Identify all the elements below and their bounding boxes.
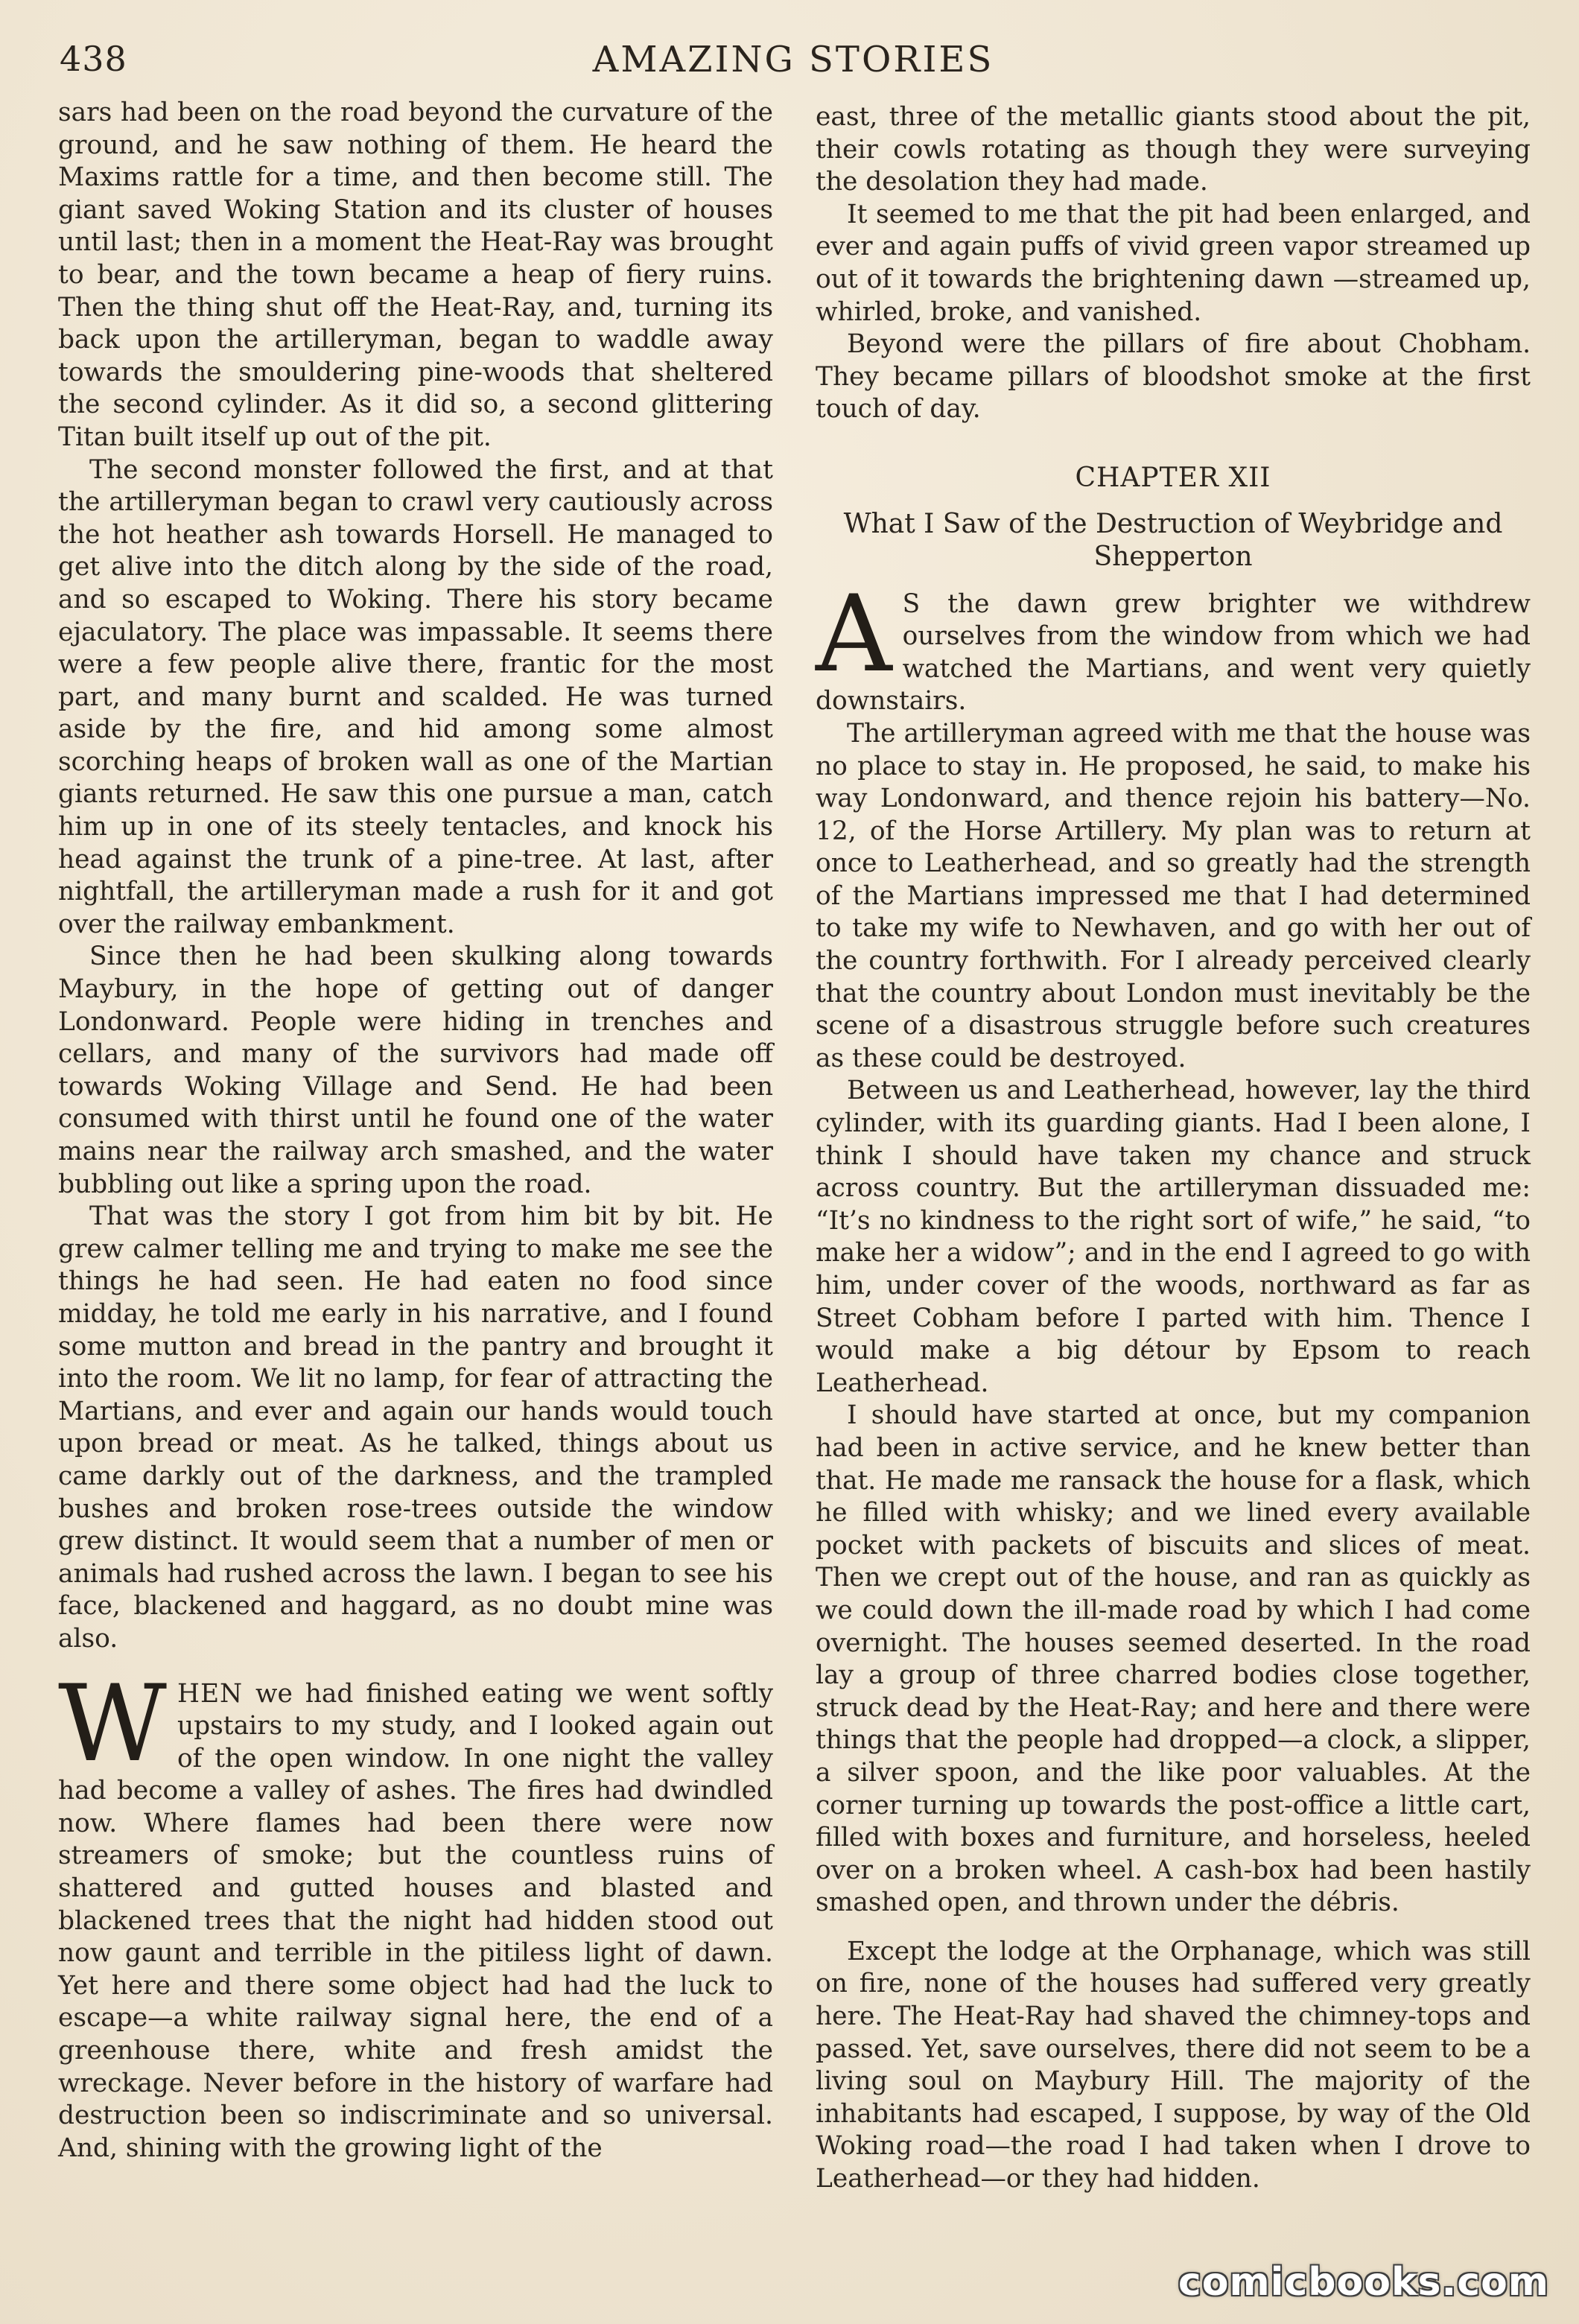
paragraph: sars had been on the road beyond the curvature of the ground, and he saw nothing of them. He heard the Maxims rattle for a time, and then become still. The giant saved Woking Station and its cluster of houses until last; then in a moment the Heat-Ray was brought to bear, and the town became a heap of fiery ruins. Then the thing shut off the Heat-Ray, and, turning its back upon the artilleryman, began to waddle away towards the smouldering pine-woods that sheltered the second cylinder. As it did so, a second glittering Titan built itself up out of the pit.	[58, 98, 773, 452]
paragraph: Between us and Leatherhead, however, lay the third cylinder, with its guarding giants. Had I been alone, I think I should have taken my chance and struck across country. But the artilleryman dissuaded me: “It’s no kindness to the right sort of wife,” he said, “to make her a widow”; and in the end I agreed to go with him, under cover of the woods, northward as far as Street Cobham before I parted with him. Thence I would make a big détour by Epsom to reach Leatherhead.	[816, 1076, 1531, 1398]
left-column	[58, 97, 773, 2165]
paragraph: Beyond were the pillars of fire about Chobham. They became pillars of bloodshot smoke at the first touch of day.	[816, 329, 1531, 425]
drop-cap: A	[816, 572, 892, 696]
dropcap-paragraph	[816, 572, 1531, 718]
chapter-number: CHAPTER XII	[1075, 462, 1271, 493]
paragraph-text: S the dawn grew brighter we withdrew ourselves from the window from which we had watched the Martians, and went very quietly downstairs.	[816, 588, 1531, 717]
drop-cap-lead: HEN	[177, 1678, 244, 1709]
paragraph: It seemed to me that the pit had been enlarged, and ever and again puffs of vivid green vapor streamed up out of it towards the brightening dawn —streamed up, whirled, broke, and vanished.	[816, 199, 1531, 327]
paragraph: I should have started at once, but my companion had been in active service, and he knew better than that. He made me ransack the house for a flask, which he filled with whisky; and we lined every available pocket with packets of biscuits and slices of meat. Then we crept out of the house, and ran as quickly as we could down the ill-made road by which I had come overnight. The houses seemed deserted. In the road lay a group of three charred bodies close together, struck dead by the Heat-Ray; and here and there were things that the people had dropped—a clock, a slipper, a silver spoon, and the like poor valuables. At the corner turning up towards the post-office a little cart, filled with boxes and furniture, and horseless, heeled over on a broken wheel. A cash-box had been hastily smashed open, and thrown under the débris.	[816, 1400, 1531, 1918]
watermark: comicbooks.com	[1178, 2260, 1549, 2305]
running-title: AMAZING STORIES	[592, 39, 994, 80]
paragraph: east, three of the metallic giants stood about the pit, their cowls rotating as though they were surveying the desolation they had made.	[816, 102, 1531, 197]
dropcap-paragraph	[58, 1662, 773, 2165]
paragraph: That was the story I got from him bit by bit. He grew calmer telling me and trying to make me see the things he had seen. He had eaten no food since midday, he told me early in his narrative, and I found some mutton and bread in the pantry and brought it into the room. We lit no lamp, for fear of attracting the Martians, and ever and again our hands would touch upon bread or meat. As he talked, things about us came darkly out of the darkness, and the trampled bushes and broken rose-trees outside the window grew distinct. It would seem that a number of men or animals had rushed across the lawn. I began to see his face, blackened and haggard, as no doubt mine was also.	[58, 1201, 773, 1654]
paragraph: Since then he had been skulking along towards Maybury, in the hope of getting out of danger Londonward. People were hiding in trenches and cellars, and many of the survivors had made off towards Woking Village and Send. He had been consumed with thirst until he found one of the water mains near the railway arch smashed, and the water bubbling out like a spring upon the road.	[58, 942, 773, 1199]
paragraph: Except the lodge at the Orphanage, which was still on fire, none of the houses had suffered very greatly here. The Heat-Ray had shaved the chimney-tops and passed. Yet, save ourselves, there did not seem to be a living soul on Maybury Hill. The majority of the inhabitants had escaped, I suppose, by way of the Old Woking road—the road I had taken when I drove to Leatherhead—or they had hidden.	[816, 1936, 1531, 2194]
paragraph: The artilleryman agreed with me that the house was no place to stay in. He proposed, he said, to make his way Londonward, and thence rejoin his battery—No. 12, of the Horse Artillery. My plan was to return at once to Leatherhead, and so greatly had the strength of the Martians impressed me that I had determined to take my wife to Newhaven, and go with her out of the country forthwith. For I already perceived clearly that the country about London must inevitably be the scene of a disastrous struggle before such creatures as these could be destroyed.	[816, 718, 1531, 1073]
paragraph: The second monster followed the first, and at that the artilleryman began to crawl very cautiously across the hot heather ash towards Horsell. He managed to get alive into the ditch along by the side of the road, and so escaped to Woking. There his story became ejaculatory. The place was impassable. It seems there were a few people alive there, frantic for the most part, and many burnt and scalded. He was turned aside by the fire, and hid among some almost scorching heaps of broken wall as one of the Martian giants returned. He saw this one pursue a man, catch him up in one of its steely tentacles, and knock his head against the trunk of a pine-tree. At last, after nightfall, the artilleryman made a rush for it and got over the railway embankment.	[58, 454, 773, 939]
chapter-title: What I Saw of the Destruction of Weybridge and Shepperton	[843, 508, 1503, 572]
drop-cap: W	[58, 1662, 167, 1785]
paragraph-text: we had finished eating we went softly upstairs to my study, and I looked again out of the open window. In one night the valley had become a valley of ashes. The fires had dwindled now. Where flames had been there were now streamers of smoke; but the countless ruins of shattered and gutted houses and blasted and blackened trees that the night had hidden stood out now gaunt and terrible in the pitiless light of dawn. Yet here and there some object had had the luck to escape—a white railway signal here, the end of a greenhouse there, white and fresh amidst the wreckage. Never before in the history of warfare had destruction been so indiscriminate and so universal. And, shining with the growing light of the	[58, 1678, 773, 2163]
right-column	[816, 101, 1531, 2196]
page-number: 438	[60, 39, 127, 79]
page-header	[52, 39, 1534, 88]
